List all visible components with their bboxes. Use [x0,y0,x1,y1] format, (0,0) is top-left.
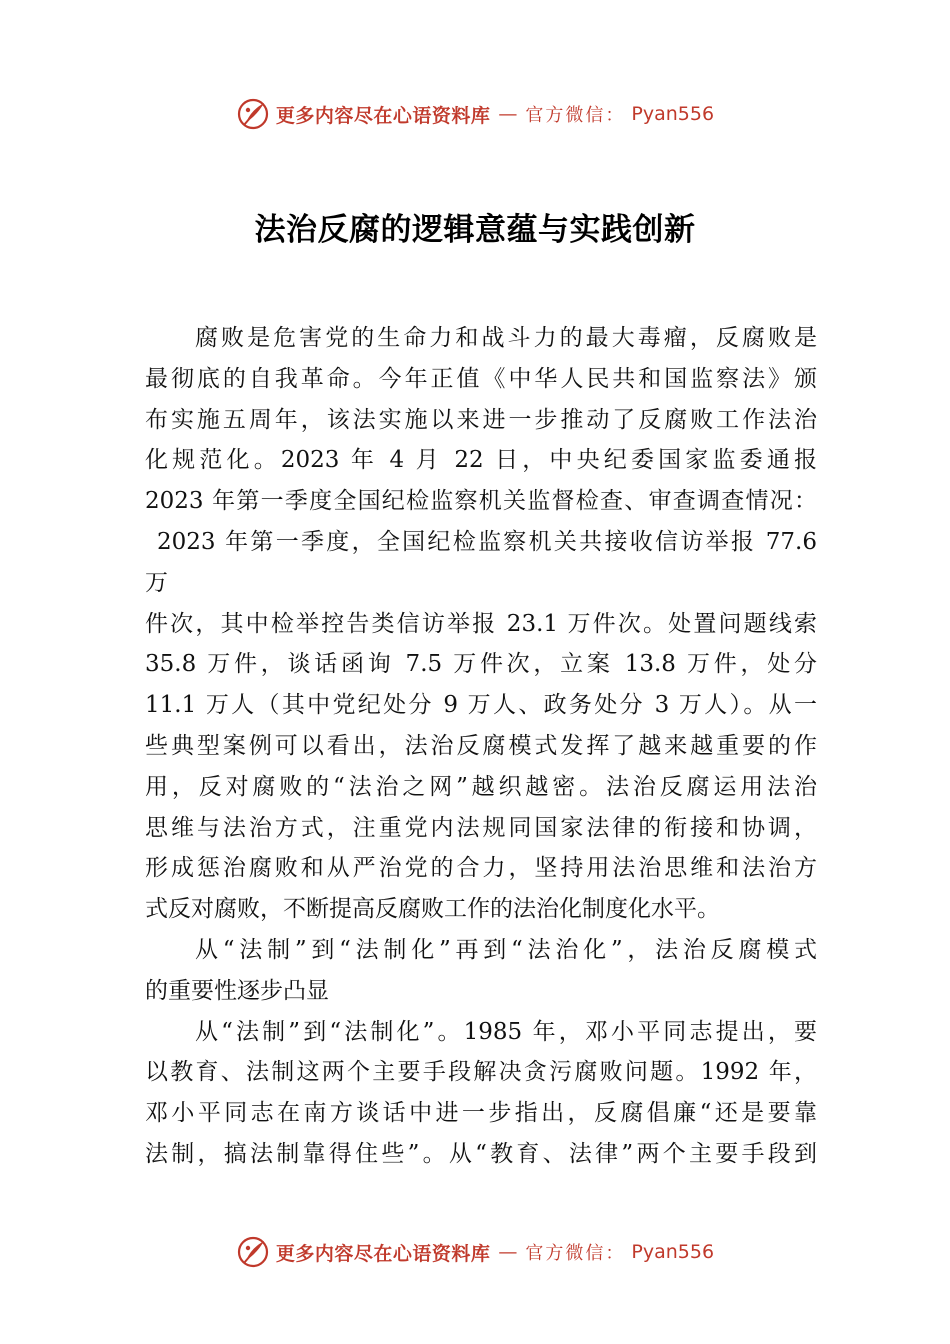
watermark-wechat-id: Pyan556 [631,1241,715,1263]
body-line: 些典型案例可以看出，法治反腐模式发挥了越来越重要的作 [145,732,817,759]
feather-pen-logo-icon [236,1235,270,1269]
body-line: 用，反对腐败的“法治之网”越织越密。法治反腐运用法治 [145,773,817,800]
body-line: 最彻底的自我革命。今年正值《中华人民共和国监察法》颁 [145,365,817,392]
body-line: 法制，搞法制靠得住些”。从“教育、法律”两个主要手段到 [145,1140,817,1167]
body-line: 2023 年第一季度全国纪检监察机关监督检查、审查调查情况： [145,488,817,515]
body-line: 化规范化。2023 年 4 月 22 日，中央纪委国家监委通报 [145,447,817,474]
body-line: 思维与法治方式，注重党内法规同国家法律的衔接和协调， [145,814,817,841]
body-line: 形成惩治腐败和从严治党的合力，坚持用法治思维和法治方 [145,855,817,882]
watermark-wechat-label: 官方微信： [525,105,626,126]
watermark-wechat-id: Pyan556 [631,103,715,125]
body-line: 35.8 万件，谈话函询 7.5 万件次，立案 13.8 万件，处分 [145,651,817,678]
watermark-footer [0,1232,950,1272]
watermark-site-name: 更多内容尽在心语资料库 [275,104,491,127]
body-line: 从“法制”到“法制化”。1985 年，邓小平同志提出，要 [195,1018,817,1045]
body-line: 邓小平同志在南方谈话中进一步指出，反腐倡廉“还是要靠 [145,1100,817,1127]
body-line: 件次，其中检举控告类信访举报 23.1 万件次。处置问题线索 [145,610,817,637]
document-body [145,318,817,1175]
body-line: 布实施五周年，该法实施以来进一步推动了反腐败工作法治 [145,406,817,433]
watermark-dash: — [498,103,518,125]
section-heading-line: 的重要性逐步凸显 [145,977,329,1004]
watermark-dash: — [498,1241,518,1263]
document-title: 法治反腐的逻辑意蕴与实践创新 [254,212,696,248]
body-line: 11.1 万人（其中党纪处分 9 万人、政务处分 3 万人）。从一 [145,692,817,719]
body-line: 万 [145,569,168,596]
body-line: 以教育、法制这两个主要手段解决贪污腐败问题。1992 年， [145,1059,817,1086]
section-heading-line: 从“法制”到“法制化”再到“法治化”，法治反腐模式 [195,936,817,963]
feather-pen-logo-icon [236,97,270,131]
body-line: 2023 年第一季度，全国纪检监察机关共接收信访举报 77.6 [157,528,817,555]
body-line: 腐败是危害党的生命力和战斗力的最大毒瘤，反腐败是 [195,325,817,351]
watermark-header [0,94,950,134]
body-line: 式反对腐败，不断提高反腐败工作的法治化制度化水平。 [145,896,720,923]
watermark-site-name: 更多内容尽在心语资料库 [275,1242,491,1265]
watermark-wechat-label: 官方微信： [525,1243,626,1264]
